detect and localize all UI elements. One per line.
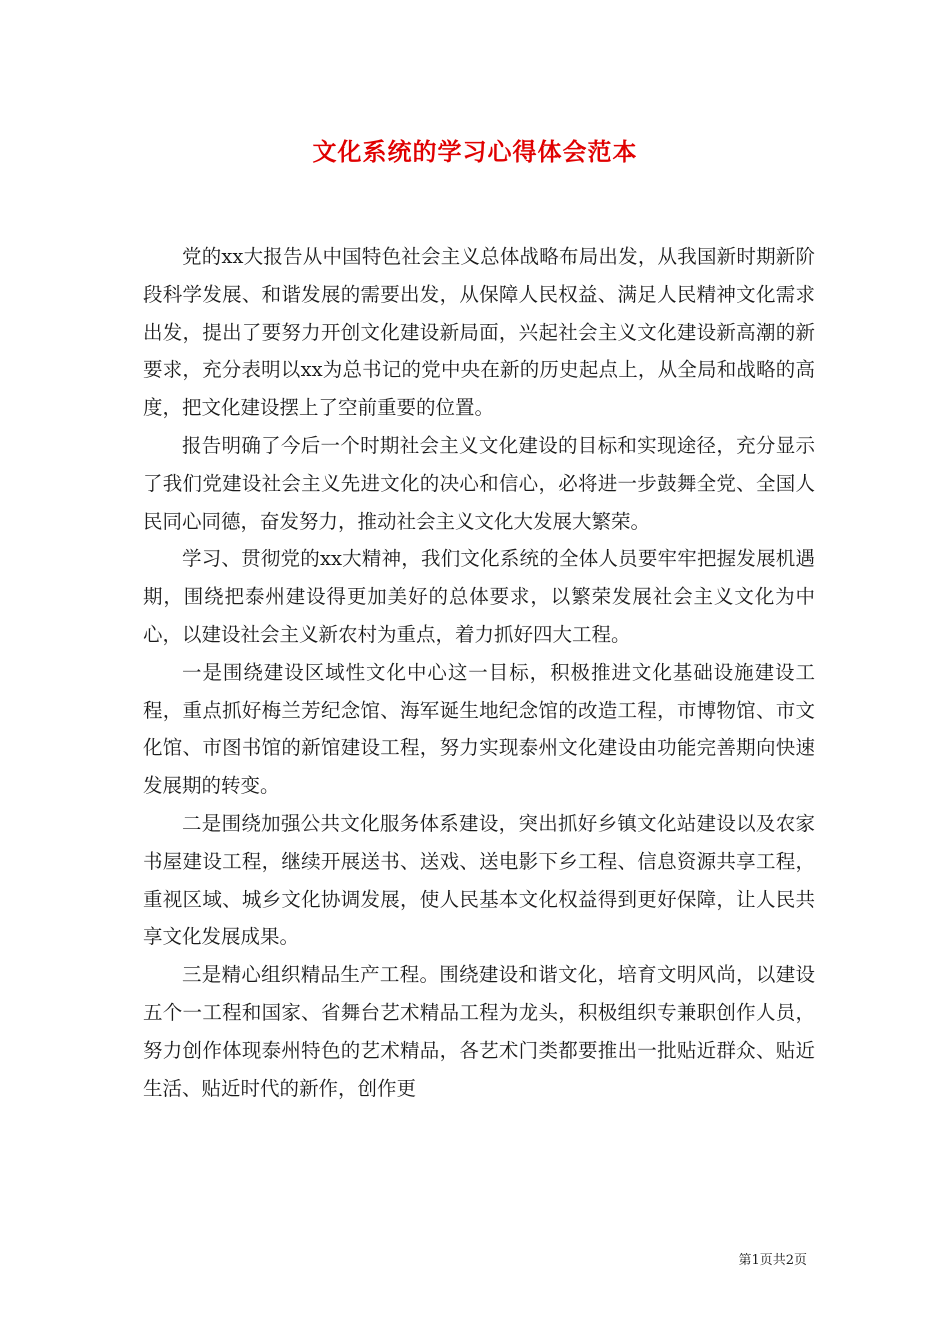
paragraph-3: 学习、贯彻党的xx大精神，我们文化系统的全体人员要牢牢把握发展机遇期，围绕把泰州建设得更加美好的总体要求，以繁荣发展社会主义文化为中心，以建设社会主义新农村为重点，着力抓好四大工程。 — [143, 547, 815, 646]
page-number-footer: 第1页共2页 — [738, 1253, 807, 1268]
paragraph-6: 三是精心组织精品生产工程。围绕建设和谐文化，培育文明风尚，以建设五个一工程和国家、省舞台艺术精品工程为龙头，积极组织专兼职创作人员，努力创作体现泰州特色的艺术精品，各艺术门类都要推出一批贴近群众、贴近生活、贴近时代的新作，创作更 — [143, 963, 815, 1100]
paragraph-2: 报告明确了今后一个时期社会主义文化建设的目标和实现途径，充分显示了我们党建设社会主义先进文化的决心和信心，必将进一步鼓舞全党、全国人民同心同德，奋发努力，推动社会主义文化大发展大繁荣。 — [143, 433, 815, 533]
paragraph-4: 一是围绕建设区域性文化中心这一目标，积极推进文化基础设施建设工程，重点抓好梅兰芳纪念馆、海军诞生地纪念馆的改造工程，市博物馆、市文化馆、市图书馆的新馆建设工程，努力实现泰州文化建设由功能完善期向快速发展期的转变。 — [143, 660, 815, 798]
document-title: 文化系统的学习心得体会范本 — [312, 137, 638, 166]
document-body — [143, 238, 815, 1107]
paragraph-5: 二是围绕加强公共文化服务体系建设，突出抓好乡镇文化站建设以及农家书屋建设工程，继续开展送书、送戏、送电影下乡工程、信息资源共享工程，重视区域、城乡文化协调发展，使人民基本文化权益得到更好保障，让人民共享文化发展成果。 — [143, 811, 815, 949]
paragraph-1: 党的xx大报告从中国特色社会主义总体战略布局出发，从我国新时期新阶段科学发展、和谐发展的需要出发，从保障人民权益、满足人民精神文化需求出发，提出了要努力开创文化建设新局面，兴起社会主义文化建设新高潮的新要求，充分表明以xx为总书记的党中央在新的历史起点上，从全局和战略的高度，把文化建设摆上了空前重要的位置。 — [143, 245, 815, 420]
